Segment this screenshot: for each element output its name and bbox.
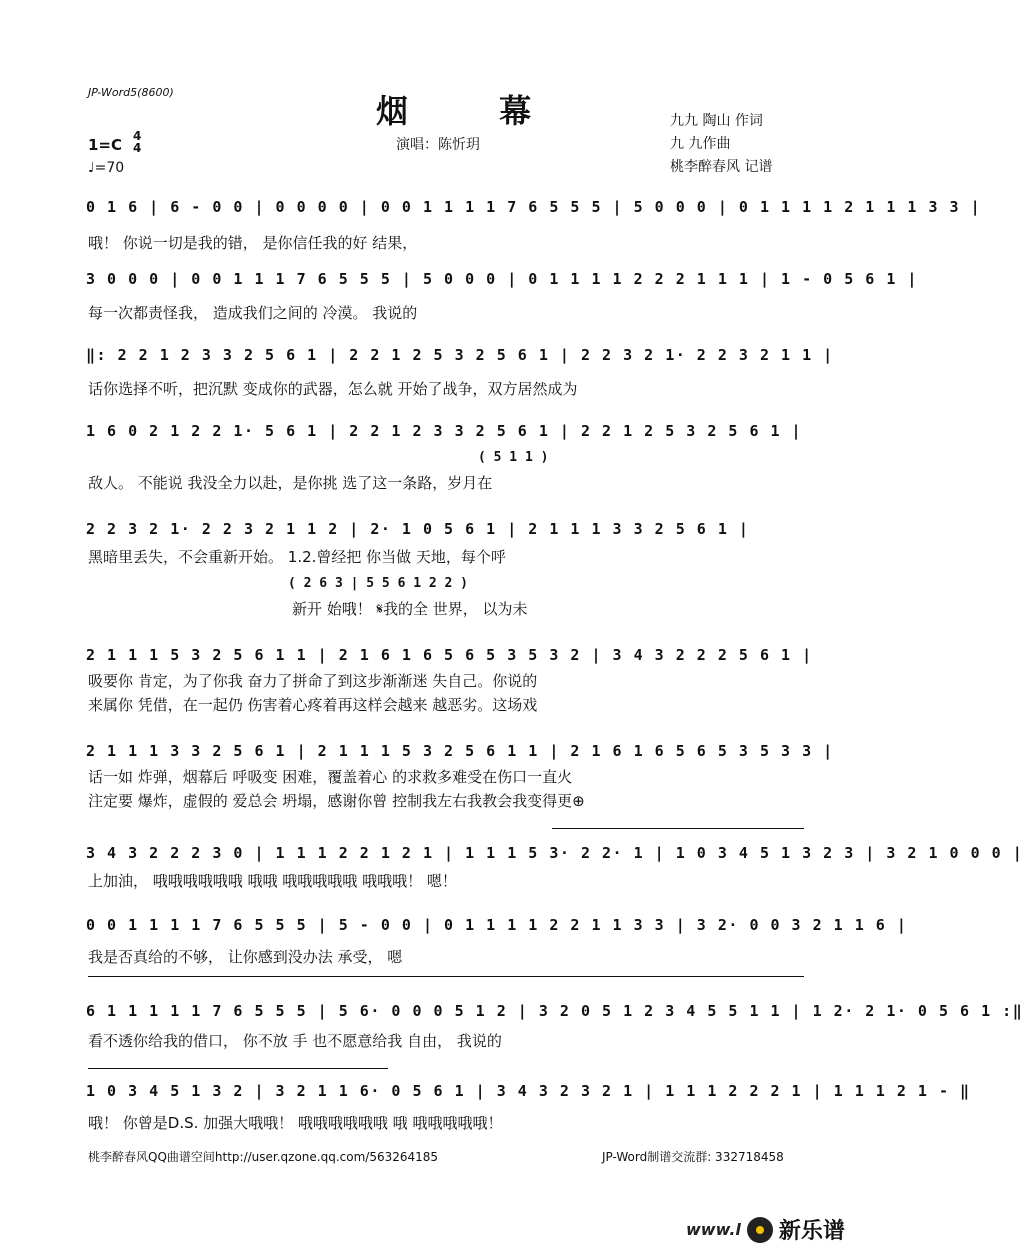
notation-line-6: 2 1 1 1 5 3 2 5 6 1 1 | 2 1 6 1 6 5 6 5 3 5 3 2 | 3 4 3 2 2 2 5 6 1 | bbox=[86, 646, 813, 664]
quarter-note-icon: ♩ bbox=[88, 160, 95, 176]
brand-watermark bbox=[686, 1214, 845, 1245]
notation-line-5: 2 2 3 2 1· 2 2 3 2 1 1 2 | 2· 1 0 5 6 1 | 2 1 1 1 3 3 2 5 6 1 | bbox=[86, 520, 750, 538]
transcriber-credit: 桃李醉春风 记谱 bbox=[670, 159, 773, 175]
lyric-line-6b: 来属你 凭借，在一起仍 伤害着心疼着再这样会越来 越恶劣。这场戏 bbox=[88, 696, 538, 714]
lyric-line-11: 哦！ 你曾是D.S. 加强大哦哦！ 哦哦哦哦哦哦 哦 哦哦哦哦哦！ bbox=[88, 1114, 503, 1132]
notation-line-11: 1 0 3 4 5 1 3 2 | 3 2 1 1 6· 0 5 6 1 | 3 4 3 2 3 2 1 | 1 1 1 2 2 2 1 | 1 1 1 2 1 - ‖ bbox=[86, 1082, 971, 1100]
tempo-marking bbox=[88, 160, 124, 176]
notation-line-4: 1 6 0 2 1 2 2 1· 5 6 1 | 2 2 1 2 3 3 2 5 6 1 | 2 2 1 2 5 3 2 5 6 1 | bbox=[86, 422, 803, 440]
volta-bracket-1 bbox=[552, 828, 804, 829]
lyric-line-10: 看不透你给我的借口， 你不放 手 也不愿意给我 自由， 我说的 bbox=[88, 1032, 502, 1050]
notation-line-7: 2 1 1 1 3 3 2 5 6 1 | 2 1 1 1 5 3 2 5 6 1 1 | 2 1 6 1 6 5 6 5 3 5 3 3 | bbox=[86, 742, 834, 760]
key-signature: 1=C bbox=[88, 136, 123, 154]
lyric-line-4: 敌人。 不能说 我没全力以赴，是你挑 选了这一条路，岁月在 bbox=[88, 474, 493, 492]
notation-line-2: 3 0 0 0 | 0 0 1 1 1 7 6 5 5 5 | 5 0 0 0 | 0 1 1 1 1 2 2 2 1 1 1 | 1 - 0 5 6 1 | bbox=[86, 270, 918, 288]
alternate-notes-5: ( 2 6 3 | 5 5 6 1 2 2 ) bbox=[288, 576, 469, 591]
lyric-line-5: 黑暗里丢失，不会重新开始。 1.2.曾经把 你当做 天地，每个呼 bbox=[88, 548, 506, 566]
software-label: JP-Word5(8600) bbox=[88, 86, 174, 99]
brand-name: 新乐谱 bbox=[778, 1219, 845, 1244]
lyric-line-3: 话你选择不听，把沉默 变成你的武器，怎么就 开始了战争，双方居然成为 bbox=[88, 380, 578, 398]
alternate-lyric-5: 新开 始哦！ 𝄋我的全 世界， 以为未 bbox=[292, 600, 528, 618]
volta-bracket-2 bbox=[88, 1068, 388, 1069]
tempo-value: =70 bbox=[94, 160, 125, 176]
lyric-line-7b: 注定要 爆炸，虚假的 爱总会 坍塌，感谢你曾 控制我左右我教会我变得更⊕ bbox=[88, 792, 585, 810]
notation-line-3: ‖: 2 2 1 2 3 3 2 5 6 1 | 2 2 1 2 5 3 2 5 6 1 | 2 2 3 2 1· 2 2 3 2 1 1 | bbox=[86, 346, 834, 364]
lyricist-credit: 九九 陶山 作词 bbox=[670, 113, 763, 129]
time-sig-top: 4 bbox=[133, 129, 142, 143]
singer-credit: 演唱：陈忻玥 bbox=[396, 137, 480, 153]
record-disc-icon bbox=[747, 1217, 773, 1243]
lyric-line-8: 上加油， 哦哦哦哦哦哦 哦哦 哦哦哦哦哦 哦哦哦！ 嗯！ bbox=[88, 872, 457, 890]
composer-credit: 九 九作曲 bbox=[670, 136, 731, 152]
time-signature bbox=[133, 130, 141, 154]
notation-line-8: 3 4 3 2 2 2 3 0 | 1 1 1 2 2 1 2 1 | 1 1 1 5 3· 2 2· 1 | 1 0 3 4 5 1 3 2 3 | 3 2 1 0 0 0 | bbox=[86, 844, 1023, 862]
lyric-line-2: 每一次都责怪我， 造成我们之间的 冷漠。 我说的 bbox=[88, 304, 418, 322]
alternate-notes-4: ( 5 1 1 ) bbox=[478, 450, 549, 465]
lyric-line-6a: 吸要你 肯定，为了你我 奋力了拼命了到这步渐渐迷 失自己。你说的 bbox=[88, 672, 538, 690]
footer-qzone-link: 桃李醉春风QQ曲谱空间http://user.qzone.qq.com/563264185 bbox=[88, 1150, 439, 1164]
lyric-line-1: 哦！ 你说一切是我的错， 是你信任我的好 结果， bbox=[88, 234, 418, 252]
notation-line-9: 0 0 1 1 1 1 7 6 5 5 5 | 5 - 0 0 | 0 1 1 1 1 2 2 1 1 3 3 | 3 2· 0 0 3 2 1 1 6 | bbox=[86, 916, 908, 934]
volta-extension-line bbox=[88, 976, 804, 977]
lyric-line-7a: 话一如 炸弹，烟幕后 呼吸变 困难，覆盖着心 的求救多难受在伤口一直火 bbox=[88, 768, 573, 786]
lyric-line-9: 我是否真给的不够， 让你感到没办法 承受， 嗯 bbox=[88, 948, 403, 966]
brand-www: www.l bbox=[686, 1220, 741, 1239]
song-title: 烟 幕 bbox=[376, 92, 572, 130]
notation-line-10: 6 1 1 1 1 1 7 6 5 5 5 | 5 6· 0 0 0 5 1 2 | 3 2 0 5 1 2 3 4 5 5 1 1 | 1 2· 2 1· 0 5 6 1 :‖ bbox=[86, 1002, 1023, 1020]
time-sig-bottom: 4 bbox=[133, 141, 142, 155]
notation-line-1: 0 1 6 | 6 - 0 0 | 0 0 0 0 | 0 0 1 1 1 1 7 6 5 5 5 | 5 0 0 0 | 0 1 1 1 1 2 1 1 1 3 3 | bbox=[86, 198, 982, 216]
footer-qq-group: JP-Word制谱交流群: 332718458 bbox=[602, 1150, 784, 1164]
